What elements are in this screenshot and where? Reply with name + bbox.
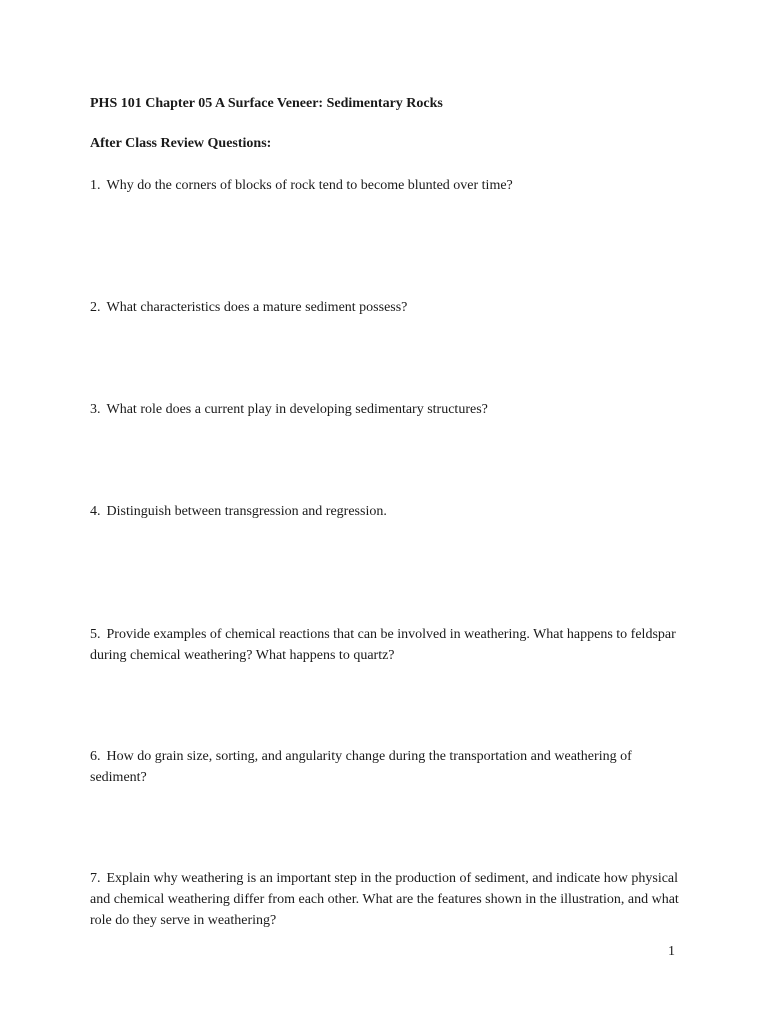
question-4: [90, 501, 690, 522]
question-number: 2.: [90, 300, 101, 315]
document-title: PHS 101 Chapter 05 A Surface Veneer: Sedimentary Rocks: [90, 96, 443, 111]
question-text: What role does a current play in developing sedimentary structures?: [106, 402, 488, 417]
question-number: 6.: [90, 749, 101, 764]
document-subtitle: After Class Review Questions:: [90, 136, 272, 151]
question-text: Why do the corners of blocks of rock tend to become blunted over time?: [106, 178, 513, 193]
question-number: 4.: [90, 504, 101, 519]
question-number: 3.: [90, 402, 101, 417]
question-2: [90, 297, 690, 318]
question-text: How do grain size, sorting, and angularity change during the transportation and weathering of sediment?: [90, 749, 632, 785]
question-number: 5.: [90, 627, 101, 642]
question-6: [90, 746, 690, 788]
question-text: Provide examples of chemical reactions that can be involved in weathering. What happens to feldspar during chemical weathering? What happens to quartz?: [90, 627, 676, 663]
question-7: [90, 868, 690, 931]
question-text: Explain why weathering is an important step in the production of sediment, and indicate how physical and chemical weathering differ from each other. What are the features shown in the illustration, and what role do they serve in weathering?: [90, 871, 679, 928]
question-number: 1.: [90, 178, 101, 193]
question-3: [90, 399, 690, 420]
question-1: [90, 175, 690, 196]
question-text: What characteristics does a mature sediment possess?: [106, 300, 408, 315]
question-text: Distinguish between transgression and regression.: [106, 504, 387, 519]
question-number: 7.: [90, 871, 101, 886]
page-number: 1: [668, 944, 675, 959]
question-5: [90, 624, 690, 666]
